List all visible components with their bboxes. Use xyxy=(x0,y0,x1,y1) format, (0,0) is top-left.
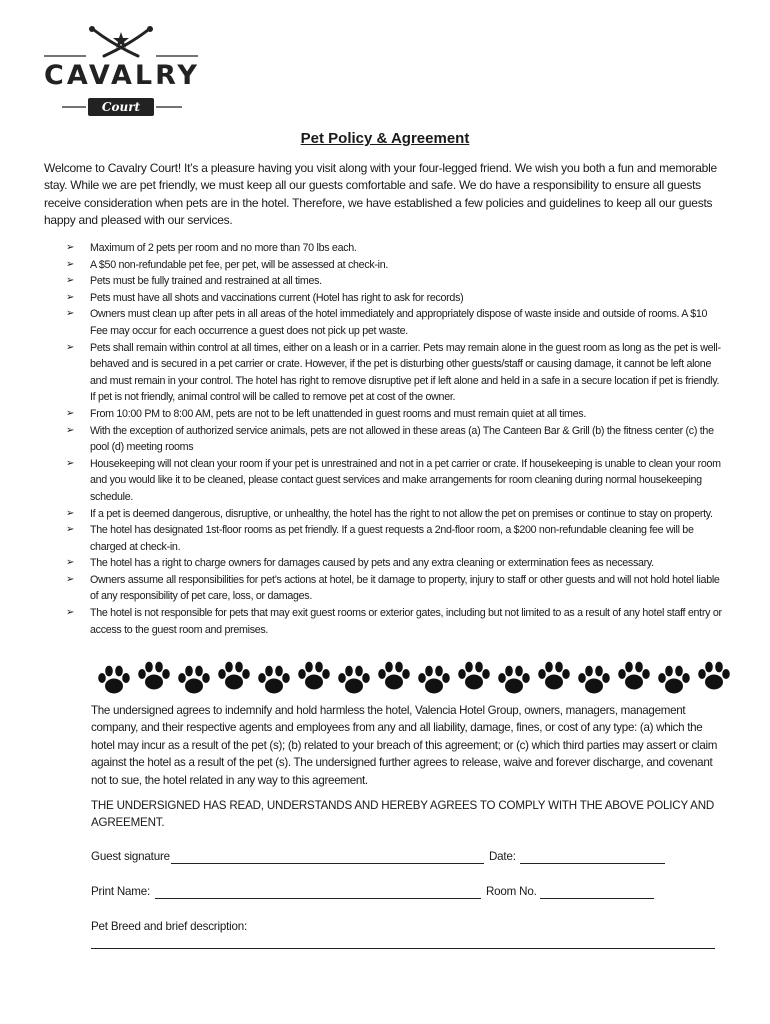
policy-rule-text: A $50 non-refundable pet fee, per pet, will be assessed at check-in. xyxy=(90,258,389,271)
policy-rule-text: Pets must have all shots and vaccinations current (Hotel has right to ask for records) xyxy=(90,291,464,304)
paw-print-icon xyxy=(138,662,170,690)
arrow-bullet-icon: ➢ xyxy=(66,291,75,303)
policy-rule-text: Pets must be fully trained and restrained at all times. xyxy=(90,275,322,288)
policy-rule-text: The hotel has designated 1st-floor rooms as pet friendly. If a guest requests a 2nd-floor room, a $200 non-refundable cleaning fee will be charged at check-in. xyxy=(90,524,694,553)
page-title: Pet Policy & Agreement xyxy=(300,130,470,147)
policy-rule-item xyxy=(66,605,724,638)
policy-rule-text: The hotel is not responsible for pets that may exit guest rooms or exterior gates, including but not limited to as a result of any hotel staff entry or access to the guest room and premises. xyxy=(90,607,722,636)
paw-print-icon xyxy=(338,666,370,694)
policy-rule-text: Housekeeping will not clean your room if your pet is unrestrained and not in a pet carrier or crate. If housekeeping is unable to clean your room and you would like it to be cleaned, please contact guest services and make arrangements for room cleaning during normal housekeeping schedule. xyxy=(90,457,721,503)
room-number-label: Room No. xyxy=(486,885,537,898)
paw-print-icon xyxy=(458,662,490,690)
intro-paragraph: Welcome to Cavalry Court! It’s a pleasure having you visit along with your four-legged friend. We wish you both a fun and memorable stay. While we are pet friendly, we must keep all our guests comfortable and safe. We do have a responsibility to ensure all guests receive consideration when pets are in the hotel. Therefore, we have established a few policies and guidelines to keep all our guests happy and pleased with our services. xyxy=(44,161,717,227)
policy-rule-text: The hotel has a right to charge owners for damages caused by pets and any extra cleaning or extermination fees as necessary. xyxy=(90,557,654,570)
paw-print-icon xyxy=(298,662,330,690)
policy-rule-text: With the exception of authorized service animals, pets are not allowed in these areas (a) The Canteen Bar & Grill (b) the fitness center (c) the pool (d) meeting rooms xyxy=(90,424,714,454)
policy-rule-text: Owners assume all responsibilities for pet’s actions at hotel, be it damage to property, injury to staff or other guests and will not hold hotel liable of any responsibility of pet care, loss, or damages. xyxy=(90,573,720,603)
guest-signature-line[interactable] xyxy=(171,863,484,864)
policy-rule-item xyxy=(66,340,724,406)
guest-signature-label: Guest signature xyxy=(91,850,170,863)
arrow-bullet-icon: ➢ xyxy=(66,308,75,320)
policy-rule-item xyxy=(66,290,724,307)
policy-rule-text: Owners must clean up after pets in all areas of the hotel immediately and appropriately dispose of waste inside and outside of rooms. A $10 Fee may occur for each occurrence a guest does not pick up pet waste. xyxy=(90,308,708,337)
paw-print-icon xyxy=(178,666,210,694)
policy-rule-item xyxy=(66,572,724,605)
paw-print-icon xyxy=(618,662,650,690)
paw-print-icon xyxy=(218,662,250,690)
policy-rule-item xyxy=(66,257,724,274)
policy-rule-text: From 10:00 PM to 8:00 AM, pets are not to be left unattended in guest rooms and must remain quiet at all times. xyxy=(90,407,587,420)
policy-rule-text: Maximum of 2 pets per room and no more than 70 lbs each. xyxy=(90,242,357,254)
paw-print-icon xyxy=(418,666,450,694)
policy-rule-item xyxy=(66,506,724,523)
arrow-bullet-icon: ➢ xyxy=(66,607,75,619)
arrow-bullet-icon: ➢ xyxy=(66,557,75,569)
policy-rule-item xyxy=(66,306,724,339)
policy-rule-item xyxy=(66,423,724,456)
logo-wordmark: CAVALRY xyxy=(44,60,200,91)
policy-rules-list xyxy=(66,240,724,638)
arrow-bullet-icon: ➢ xyxy=(66,507,75,519)
arrow-bullet-icon: ➢ xyxy=(66,424,75,436)
policy-rule-item xyxy=(66,555,724,572)
logo-court-badge: Court xyxy=(88,98,154,116)
policy-rule-item xyxy=(66,522,724,555)
indemnity-paragraph: The undersigned agrees to indemnify and hold harmless the hotel, Valencia Hotel Group, owners, managers, management company, and their respective agents and employees from any and all liability, damage, fines, or cost of any type: (a) which the hotel may incur as a result of the pet (s); (b) related to your breach of this agreement; or (c) which third parties may assert or claim against the hotel as a result of the pet (s). The undersigned further agrees to release, waive and forever discharge, and covenant not to sue, the hotel related in any way to this agreement. xyxy=(91,704,718,787)
paw-print-icon xyxy=(538,662,570,690)
policy-rule-item xyxy=(66,406,724,423)
agreement-statement: THE UNDERSIGNED HAS READ, UNDERSTANDS AND HEREBY AGREES TO COMPLY WITH THE ABOVE POLICY AND AGREEMENT. xyxy=(91,799,715,830)
arrow-bullet-icon: ➢ xyxy=(66,524,75,536)
paw-prints-divider xyxy=(94,658,734,698)
pet-breed-line[interactable] xyxy=(91,948,715,949)
policy-rule-text: If a pet is deemed dangerous, disruptive, or unhealthy, the hotel has the right to not allow the pet on premises or continue to stay on property. xyxy=(90,507,713,520)
arrow-bullet-icon: ➢ xyxy=(66,573,75,585)
print-name-label: Print Name: xyxy=(91,885,151,898)
arrow-bullet-icon: ➢ xyxy=(66,275,75,287)
date-line[interactable] xyxy=(520,863,665,864)
paw-print-icon xyxy=(658,666,690,694)
print-name-line[interactable] xyxy=(155,898,481,899)
policy-rule-item xyxy=(66,273,724,290)
room-number-line[interactable] xyxy=(540,898,654,899)
paw-print-icon xyxy=(578,666,610,694)
cavalry-court-logo xyxy=(42,26,200,118)
policy-rule-item xyxy=(66,240,724,257)
arrow-bullet-icon: ➢ xyxy=(66,258,75,270)
arrow-bullet-icon: ➢ xyxy=(66,407,75,419)
paw-print-icon xyxy=(258,666,290,694)
paw-print-icon xyxy=(378,662,410,690)
arrow-bullet-icon: ➢ xyxy=(66,242,75,253)
arrow-bullet-icon: ➢ xyxy=(66,341,75,353)
policy-rule-item xyxy=(66,456,724,506)
paw-print-icon xyxy=(698,662,730,690)
paw-print-icon xyxy=(498,666,530,694)
pet-breed-label: Pet Breed and brief description: xyxy=(91,920,248,933)
arrow-bullet-icon: ➢ xyxy=(66,457,75,469)
paw-print-icon xyxy=(98,666,130,694)
date-label: Date: xyxy=(489,850,516,863)
policy-rule-text: Pets shall remain within control at all times, either on a leash or in a carrier. Pets may remain alone in the guest room as long as the pet is well-behaved and is secured in a pet carrier or crate. However, if the pet is disturbing other guests/staff or causing damage, it cannot be left alone and must remain in your control. The hotel has right to remove disruptive pet if left alone and held in a safe in a secure location if pet is friendly. If pet is not friendly, animal control will be called to remove pet at cost of the owner. xyxy=(90,341,721,404)
